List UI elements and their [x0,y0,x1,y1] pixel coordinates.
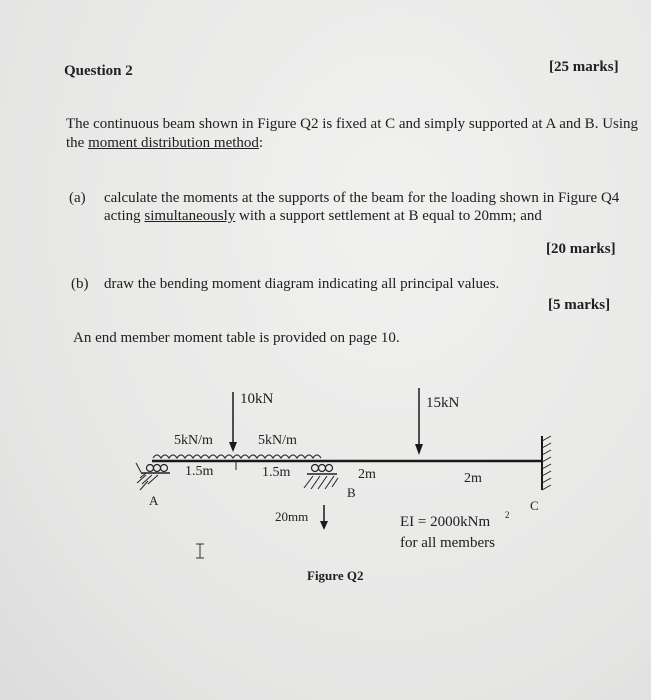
ei-superscript: 2 [505,510,510,520]
question-title: Question 2 [64,63,133,79]
udl-label-left: 5kN/m [174,433,213,448]
load-label-15kn: 15kN [426,395,460,411]
ei-label: EI = 2000kNm [400,514,491,530]
part-a-line-2-suffix: with a support settlement at B equal to 20mm; and [235,208,542,224]
part-a-line-2-prefix: acting [104,208,145,224]
members-label: for all members [400,535,495,551]
span-label-a1: 1.5m [185,464,214,479]
support-a [136,463,170,490]
part-b-label: (b) [71,276,89,292]
part-a-label: (a) [69,190,86,206]
span-label-b2: 2m [464,471,482,486]
support-label-c: C [530,498,539,513]
settlement-arrow [320,505,328,530]
span-label-b1: 2m [358,467,376,482]
part-a-line-1: calculate the moments at the supports of the beam for the loading shown in Figure Q4 [104,190,620,206]
settlement-label: 20mm [275,509,309,524]
udl-label-right: 5kN/m [258,433,297,448]
question-marks: [25 marks] [549,59,619,75]
load-label-10kn: 10kN [240,391,274,407]
udl-arcs [153,455,321,458]
part-a-marks: [20 marks] [546,241,616,257]
point-load-10kn [229,392,237,452]
support-b [304,465,338,490]
support-label-b: B [347,485,356,500]
support-label-a: A [149,493,159,508]
part-a-simultaneously: simultaneously [144,208,236,224]
part-b-marks: [5 marks] [548,297,611,313]
support-c [542,436,551,490]
intro-line-2-suffix: : [258,135,264,151]
intro-line-1: The continuous beam shown in Figure Q2 is fixed at C and simply supported at A and B. Using [66,116,639,132]
point-load-15kn [415,388,423,455]
pen-mark [196,544,204,558]
table-note: An end member moment table is provided on page 10. [73,330,400,346]
intro-method-underlined: moment distribution method [88,135,259,151]
span-label-a2: 1.5m [262,465,291,480]
figure-caption: Figure Q2 [307,568,364,583]
intro-line-2-prefix: the [66,135,89,151]
part-b-text: draw the bending moment diagram indicating all principal values. [104,276,500,292]
